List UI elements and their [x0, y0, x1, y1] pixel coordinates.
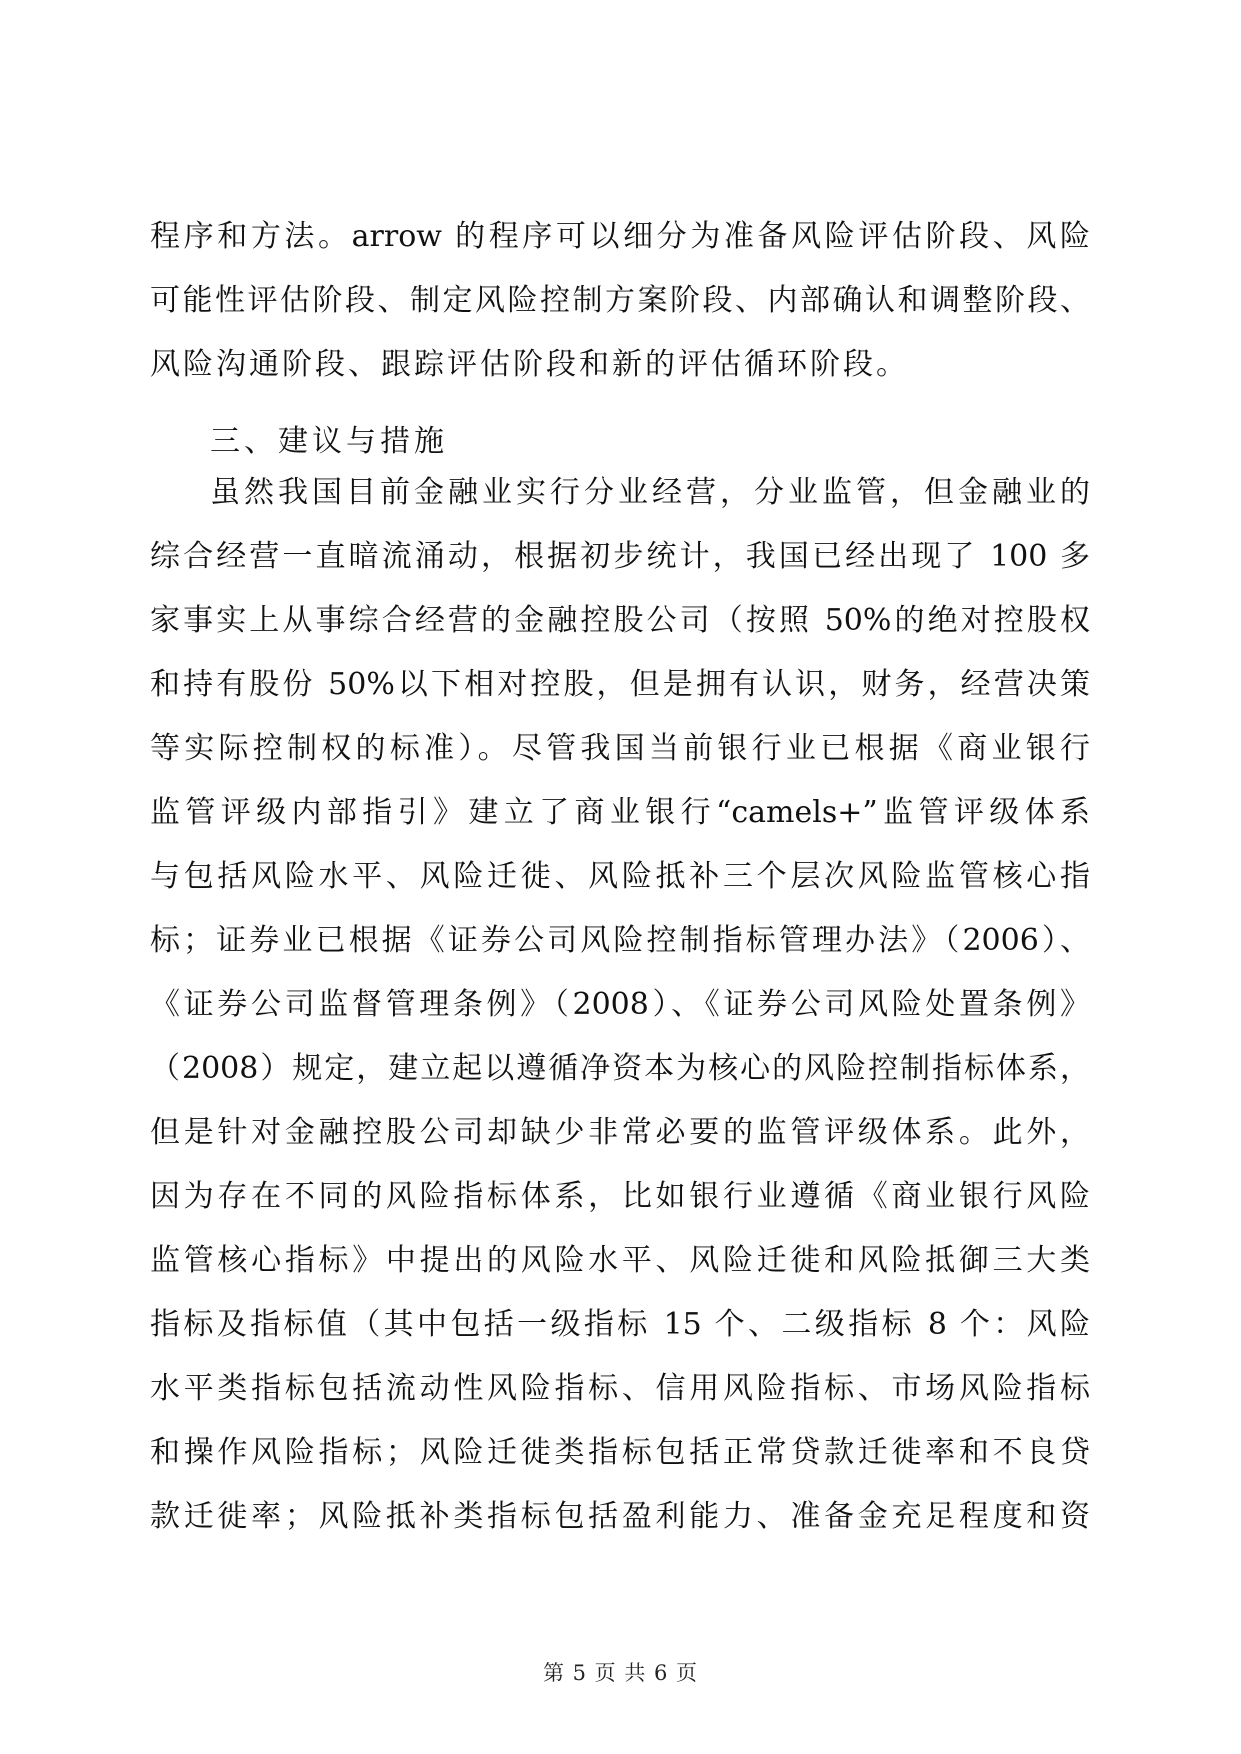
- paragraph-2-line-8: 标；证券业已根据《证券公司风险控制指标管理办法》（2006）、: [150, 923, 1090, 958]
- paragraph-2-line-9: 《证券公司监督管理条例》（2008）、《证券公司风险处置条例》: [150, 987, 1090, 1022]
- paragraph-2-line-6: 监管评级内部指引》建立了商业银行“camels+”监管评级体系: [150, 795, 1090, 830]
- page-footer: 第 5 页 共 6 页: [542, 1661, 699, 1685]
- paragraph-2-line-1: 虽然我国目前金融业实行分业经营，分业监管，但金融业的: [210, 475, 1090, 510]
- paragraph-1-line-2: 可能性评估阶段、制定风险控制方案阶段、内部确认和调整阶段、: [150, 283, 1090, 318]
- paragraph-2-line-16: 和操作风险指标；风险迁徙类指标包括正常贷款迁徙率和不良贷: [150, 1435, 1090, 1470]
- paragraph-2-line-12: 因为存在不同的风险指标体系，比如银行业遵循《商业银行风险: [150, 1179, 1090, 1214]
- paragraph-1-line-1: 程序和方法。arrow 的程序可以细分为准备风险评估阶段、风险: [150, 219, 1090, 254]
- paragraph-1-line-3: 风险沟通阶段、跟踪评估阶段和新的评估循环阶段。: [150, 347, 909, 382]
- paragraph-2-line-15: 水平类指标包括流动性风险指标、信用风险指标、市场风险指标: [150, 1371, 1090, 1406]
- paragraph-2-line-5: 等实际控制权的标准）。尽管我国当前银行业已根据《商业银行: [150, 731, 1090, 766]
- paragraph-2-line-7: 与包括风险水平、风险迁徙、风险抵补三个层次风险监管核心指: [150, 859, 1090, 894]
- paragraph-2-line-2: 综合经营一直暗流涌动，根据初步统计，我国已经出现了 100 多: [150, 539, 1090, 574]
- paragraph-2-line-13: 监管核心指标》中提出的风险水平、风险迁徙和风险抵御三大类: [150, 1243, 1090, 1278]
- paragraph-2-line-17: 款迁徙率；风险抵补类指标包括盈利能力、准备金充足程度和资: [150, 1499, 1090, 1534]
- paragraph-2-line-4: 和持有股份 50%以下相对控股，但是拥有认识，财务，经营决策: [150, 667, 1090, 702]
- paragraph-2-line-11: 但是针对金融控股公司却缺少非常必要的监管评级体系。此外，: [150, 1115, 1090, 1150]
- paragraph-2-line-10: （2008）规定，建立起以遵循净资本为核心的风险控制指标体系，: [150, 1051, 1090, 1086]
- section-heading: 三、建议与措施: [210, 424, 448, 459]
- paragraph-2-line-3: 家事实上从事综合经营的金融控股公司（按照 50%的绝对控股权: [150, 603, 1090, 638]
- paragraph-2-line-14: 指标及指标值（其中包括一级指标 15 个、二级指标 8 个：风险: [150, 1307, 1090, 1342]
